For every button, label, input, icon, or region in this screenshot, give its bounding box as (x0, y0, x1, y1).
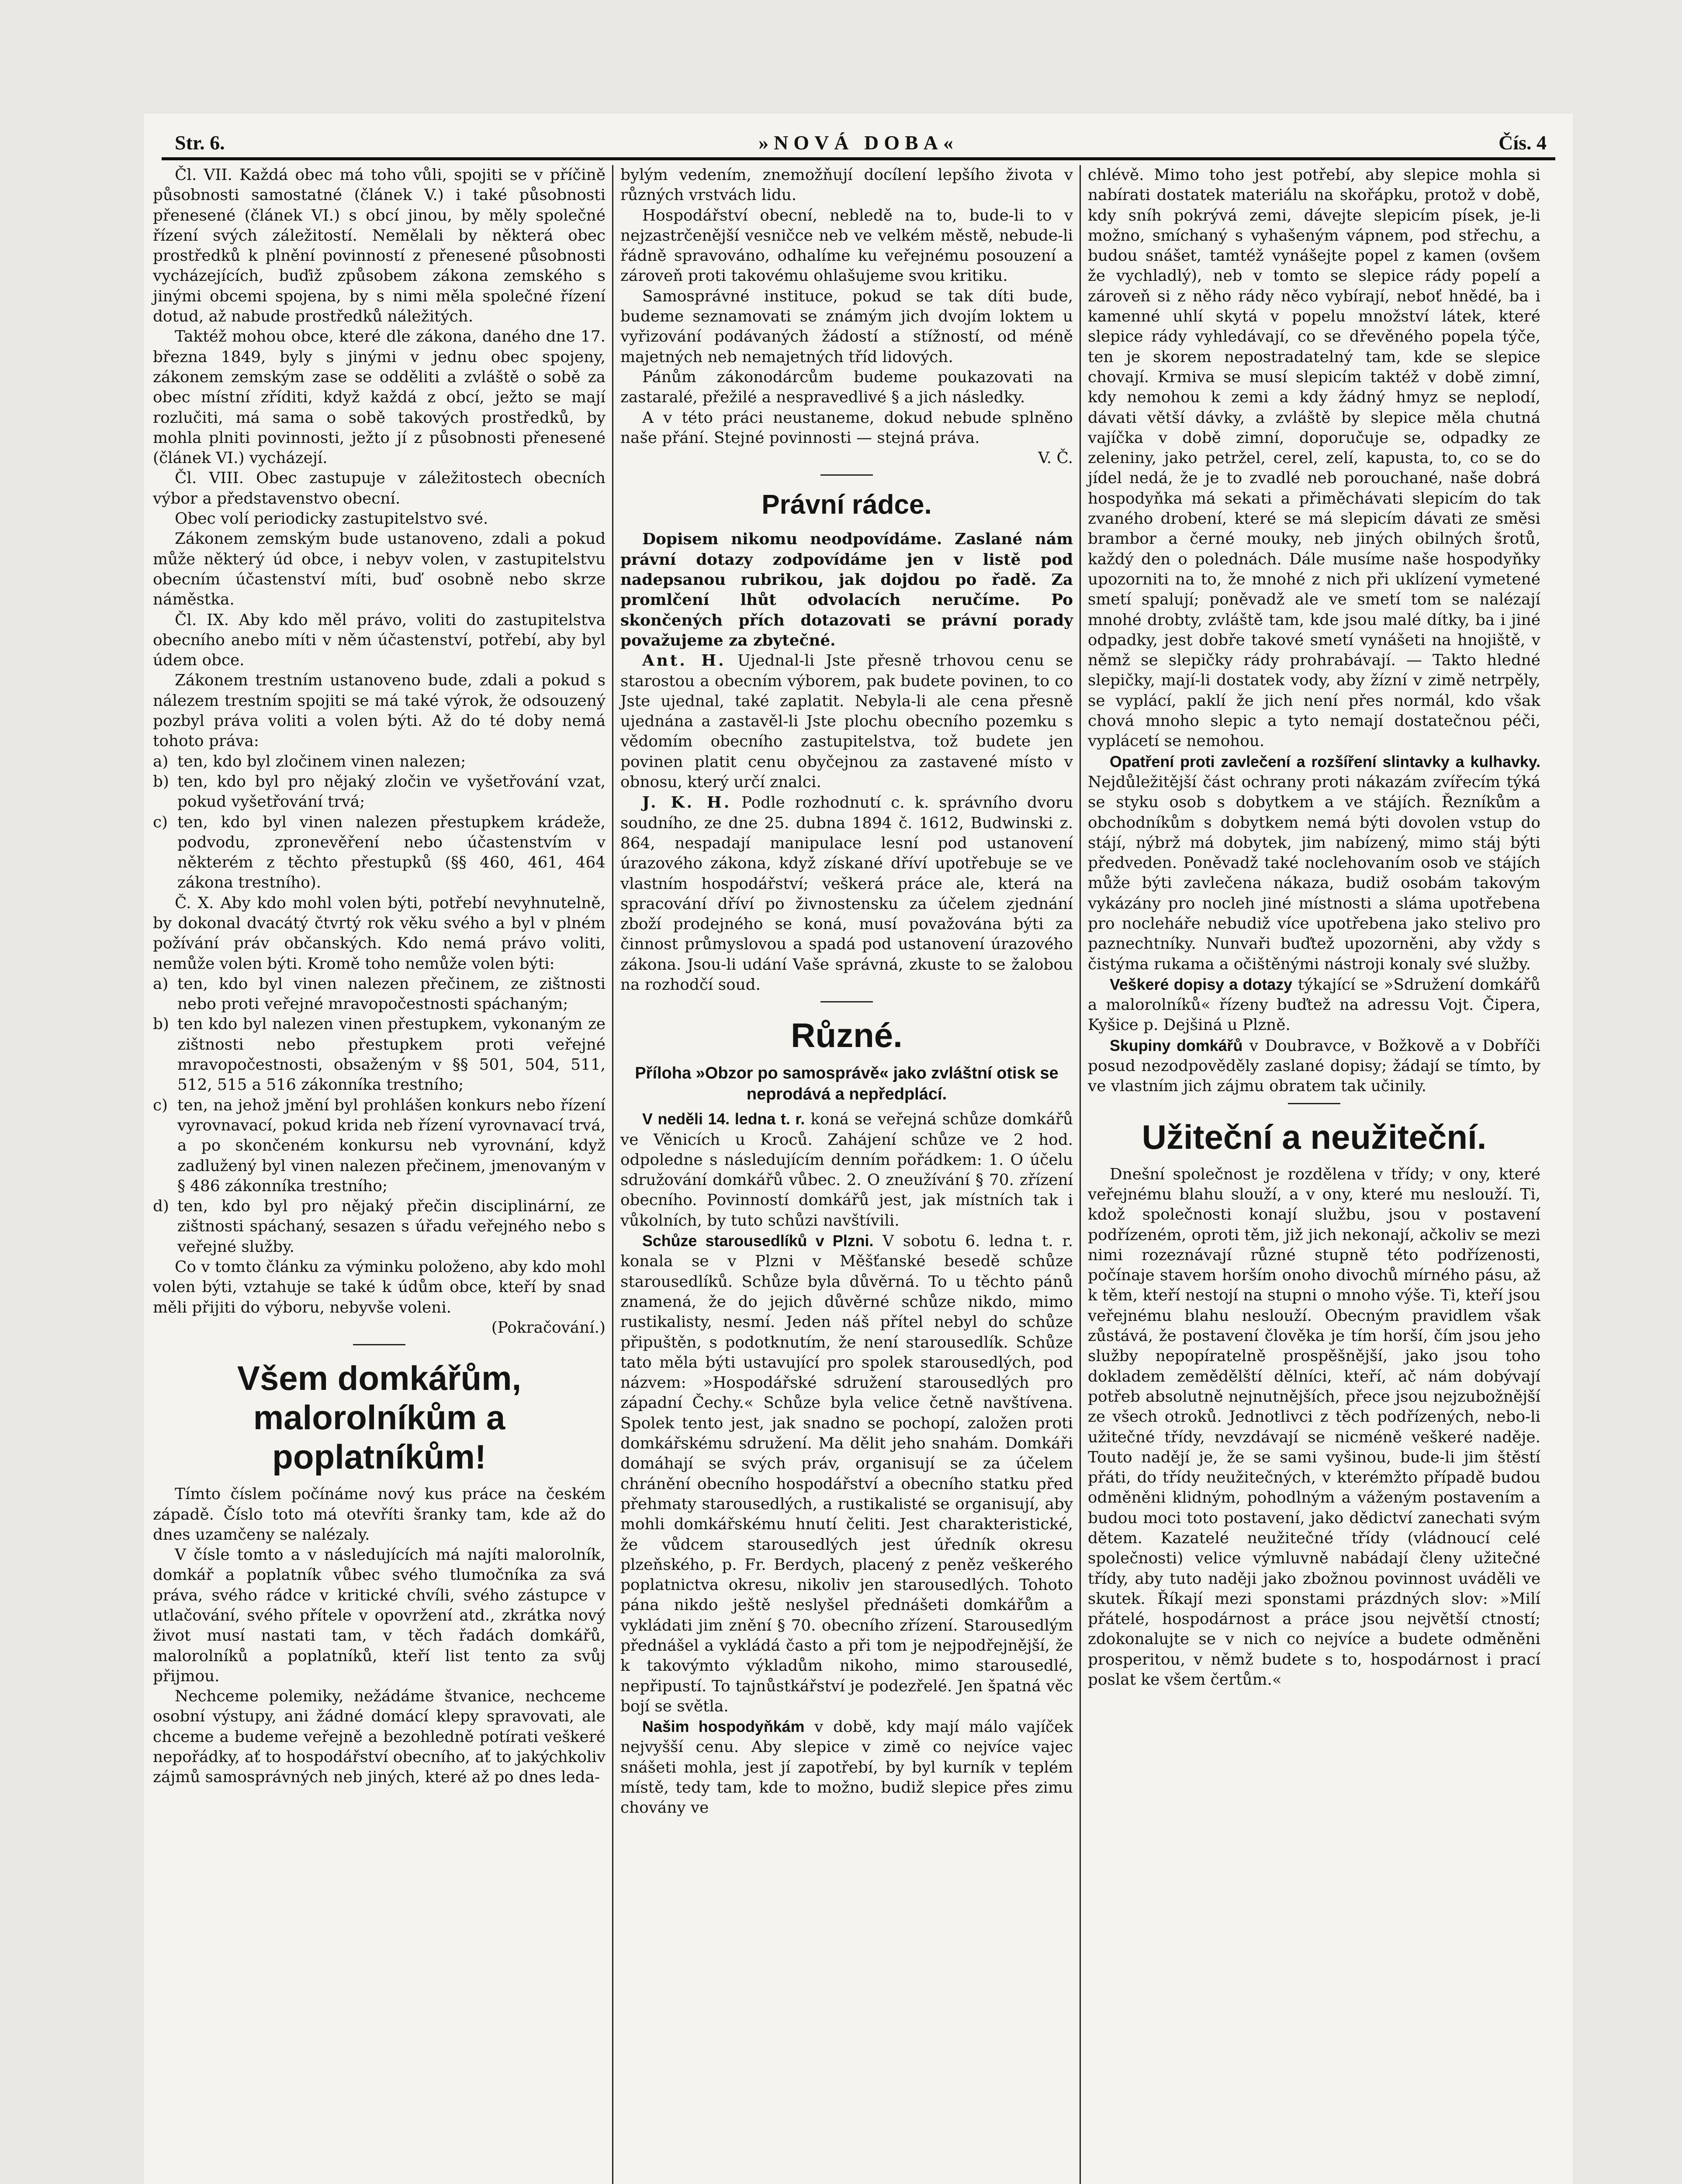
article-paragraph: bylým vedením, znemožňují docílení lepšího života v různých vrstvách lidu. (620, 166, 1073, 204)
condition-list (153, 752, 606, 893)
news-item: Našim hospodyňkám v době, kdy mají málo vajíček nejvyšší cenu. Aby slepice v zimě co nejvíce vajec snášeti mohla, jest jí zapotřebí, by byl kurník v teplém místě, tedy tam, kde to možno, budiž slepice přes zimu chovány ve (620, 1718, 1073, 1817)
article-paragraph: A v této práci neustaneme, dokud nebude splněno naše přání. Stejné povinnosti — stejná práva. (620, 408, 1073, 447)
article-paragraph: Pánům zákonodárcům budeme poukazovati na zastaralé, přežilé a nespravedlivé § a jich následky. (620, 368, 1073, 407)
section-title: Všem domkářům, malorolníkům a poplatníkům! (237, 1359, 522, 1476)
page-number: Str. 6. (175, 131, 225, 154)
article-paragraph: Obec volí periodicky zastupitelstvo své. (175, 510, 488, 528)
article-paragraph: Dnešní společnost je rozdělena v třídy; v ony, které veřejnému blahu slouží, a v ony, které mu neslouží. Ti, kdož společnosti konají službu, jsou v postavení podřízeném, oproti těm, již jich nekonají, ačkoliv se mezi nimi rozeznávají různé stupně této podřízenosti, počínaje stavem horším onoho divochů mírného pásu, až k těm, kteří nestojí na stupni o mnoho výše. Ti, kteří jsou veřejnému blahu neslouží. Obecným pravidlem však zůstává, že postavení člověka je tím horší, čím jsou jeho služby nepopíratelně prospěšnější, jako jsou toho dokladem zemědělští dělníci, kteří, ač nám dobývají potřeb absolutně nejnutnějších, přece jsou nejzubožnější ze všech otroků. Jednotlivci z těch podřízených, nebo-li užitečné třídy, nevzdávají se nicméně veškeré naděje. Touto nadějí je, že se sami vyšinou, bude-li jim štěstí přáti, do třídy neužitečných, v kterémžto případě budou odměněni klidným, pohodlným a váženým postavením a budou moci toto postavení, jako dědictví zanechati svým dětem. Kazatelé neužitečné třídy (vládnoucí celé společnosti) velice výmluvně nabádají členy užitečné třídy, aby tuto naději jako zbožnou povinnost uváděli ve skutek. Říkají mezi sponstami prázdných slov: »Milí přátelé, hospodárnost a práce jsou největší ctností; zdokonalujte se v nich co nejvíce a budete odměněni prosperitou, v němž budete s to, hospodárnost i prací poslat ke všem čertům.« (1088, 1165, 1540, 1689)
news-item: Skupiny domkářů v Doubravce, v Božkově a v Dobříči posud nezodpověděly zaslané dopisy; žádají se tímto, by ve vlastním jich zájmu obratem tak učinily. (1088, 1037, 1540, 1095)
article-paragraph: J. K. H. Podle rozhodnutí c. k. správního dvoru soudního, ze dne 25. dubna 1894 č. 1612, Budwinski z. 864, nespadají manipulace lesní pod ustanovení úrazového zákona, když získané dříví upotřebuje se ve vlastním hospodářství; veškerá práce ale, která na spracování dříví po živnostensku za účelem zjednání zboží prodejného se koná, musí považována býti za činnost průmyslovou a spadá pod ustanovení úrazového zákona. Jsou-li udání Vaše správná, zkuste to se žalobou na rozhodčí soud. (620, 793, 1073, 994)
column-divider (612, 165, 613, 2184)
article-paragraph: Nechceme polemiky, nežádáme štvanice, nechceme osobní výstupy, ani žádné domácí klepy spravovati, ale chceme a budeme veřejně a bezohledně potírati veškeré nepořádky, ať to hospodářství obecního, ať to jakýchkoliv zájmů samosprávných neb jiných, které až po dnes leda- (153, 1687, 606, 1787)
news-item: Veškeré dopisy a dotazy týkající se »Sdružení domkářů a malorolníků« řízeny buďtež na adressu Vojt. Čipera, Kyšice p. Dejšiná u Plzně. (1088, 975, 1540, 1034)
section-title: Různé. (791, 1016, 903, 1055)
article-paragraph: chlévě. Mimo toho jest potřebí, aby slepice mohla si nabírati dostatek materiálu na skořápku, protož v době, kdy sníh pokrývá zemi, dávejte slepicím písek, je-li možno, smíchaný s vyhašeným vápnem, pod střechu, a budou snášet, tamtéž vynášejte popel z kamen (ovšem že vychladlý), neb v tomto se slepice rády popelí a zároveň si z něho rády něco vybírají, neboť hnědé, ba i kamenné uhlí skytá v popelu množství látek, které slepice rády vyhledávají, co se dřevěného popela týče, ten je skorem nepostradatelný tam, kde se slepice chovají. Krmiva se musí slepicím taktéž v době zimní, kdy nemohou k zemi a kdy žádný hmyz se neplodí, dávati větší dávky, a zvláště by slepice měla chutná vajíčka v době zimní, doporučuje se, odpadky ze zeleniny, jako petržel, cerel, zelí, kapusta, to, co se do jídel nedá, že je to zvadlé neb porouchané, naše dobrá hospodyňka má sekati a přiměchávati slepicím do tak zvaného drobení, které se má slepicím dávati ze směsi brambor a černé mouky, neb jiných obilných šrotů, každý den o polednách. Dále musíme naše hospodyňky upozorniti na to, že mnohé z nich při uklízení vymetené smetí spalují; poněvadž ale ve smetí tom se nalézají mnohé drobty, zvláště tam, kde jsou malé dítky, ba i jiné odpadky, jest dobře takové smetí vynášeti na hnojiště, v němž se slepičky rády prohrabávají. — Takto hledné slepičky, mají-li dostatek vody, aby žízní v zimě netrpěly, se vyplácí, paklí že jich není přes normál, kdo však chová mnoho slepic a tyto nemají dostatečnou péči, vyplácetí se nemohou. (1088, 166, 1540, 750)
condition-list (153, 974, 606, 1257)
news-item: Schůze starousedlíků v Plzni. V sobotu 6. ledna t. r. konala se v Plzni v Měšťanské besedě schůze starousedlíků. Schůze byla důvěrná. To u těchto pánů znamená, že do jejich důvěrné schůze nikdo, mimo rustikalisty, nesmí. Jeden náš přítel nebyl do schůze připuštěn, s podotknutím, že není starousedlík. Schůze tato měla býti ustavující pro spolek starousedlých, pod názvem: »Hospodářské sdružení starousedlých pro západní Čechy.« Schůze byla velice četně navštívena. Spolek tento jest, jak snadno se pochopí, založen proti domkářskému sdružení. Ma dělit jeho snahám. Domkáři domáhají se svých práv, organisují se za účelem chránění obecního hospodářství a obecního statku před přehmaty starousedlých, a rustikalisté se organisují, aby mohli domkářskému hnutí čeliti. Jest charakteristické, že vůdcem starousedlých jest úředník okresu plzeňského, p. Fr. Berdych, placený z peněz veškerého poplatnictva okresu, nikoliv jen starousedlých. Tohoto pána nikdo ještě neslyšel přednášeti domkářům a vykládati jim znění § 70. obecního zřízení. Starousedlým přednášel a vykládá často a při tom je nejpodřejnější, že k takovýmto výkladům nikoho, mimo starousedlé, nepřipustí. To tajnůstkářství je podezřelé. Jen špatná věc bojí se světla. (620, 1232, 1073, 1715)
newspaper-page (144, 114, 1573, 2184)
continued-note: (Pokračování.) (491, 1318, 606, 1337)
column-1 (153, 165, 606, 1788)
article-paragraph: Ant. H. Ujednal-li Jste přesně trhovou cenu se starostou a obecním výborem, pak budete povinen, to co Jste ujednal, také zaplatit. Nebyla-li ale cena přesně ujednána a zastavěl-li Jste plochu obecního pozemku s vědomím obecního zastupitelstva, tož budete jen povinen platit cenu obyčejnou za zastavené místo v obnosu, který určí znalci. (620, 651, 1073, 791)
article-paragraph: Tímto číslem počínáme nový kus práce na českém západě. Číslo toto má otevříti šranky tam, kde až do dnes uzamčeny se nalézaly. (153, 1485, 606, 1544)
article-paragraph: Zákonem trestním ustanoveno bude, zdali a pokud s nálezem trestním spojiti se má také výrok, že odsouzený pozbyl práva voliti a volen býti. Až do té doby nemá tohoto práva: (153, 671, 606, 750)
newspaper-title: »NOVÁ DOBA« (758, 131, 959, 154)
separator (820, 1001, 873, 1002)
article-paragraph: Č. X. Aby kdo mohl volen býti, potřebí nevyhnutelně, by dokonal dvacátý čtvrtý rok věku svého a byl v plném požívání práv občanských. Kdo nemá právo voliti, nemůže volen býti. Kromě toho nemůže volen býti: (153, 894, 606, 973)
column-2 (620, 165, 1073, 1818)
author-signature: V. Č. (1038, 449, 1073, 467)
article-paragraph: V čísle tomto a v následujících má najíti malorolník, domkář a poplatník vůbec svého tlumočníka za svá práva, svého rádce v kritické chvíli, svého zástupce v utlačování, svého přítele v opovržení atd., zkrátka nový život musí nastati tam, v těch řadách domkářů, malorolníků a poplatníků, kteří list tento za svůj přijmou. (153, 1546, 606, 1685)
article-paragraph: Taktéž mohou obce, které dle zákona, daného dne 17. března 1849, byly s jinými v jednu obec spojeny, zákonem zemským zase se odděliti a zvláště o sobě za obec místní zříditi, když každá z obcí, ježto se mají rozlučiti, má sama o sobě takových prostředků, by mohla plniti povinnosti, ježto jí z působnosti přenesené (článek VI.) vycházejí. (153, 328, 606, 467)
page-header (144, 122, 1573, 162)
list-item: b) ten, kdo byl pro nějaký zločin ve vyšetřování vzat, pokud vyšetřování trvá; (153, 772, 606, 811)
list-item: d) ten, kdo byl pro nějaký přečin disciplinární, ze zištnosti spáchaný, sesazen s úřadu veřejného nebo s veřejné služby. (153, 1197, 606, 1256)
column-divider (1080, 165, 1081, 2184)
section-title: Užiteční a neužiteční. (1142, 1117, 1487, 1156)
article-paragraph: Čl. VIII. Obec zastupuje v záležitostech obecních výbor a představenstvo obecní. (153, 469, 606, 508)
list-item: c) ten, na jehož jmění byl prohlášen konkurs nebo řízení vyrovnavací, pokud krida neb řízení vyrovnavací trvá, a po skončeném konkursu neb vyrovnání, když zadlužený byl vinen nalezen přečinem, jmenovaným v § 486 zákonníka trestního; (153, 1096, 606, 1195)
article-paragraph: Co v tomto článku za výminku položeno, aby kdo mohl volen býti, vztahuje se také k údům obce, kteří by snad měli přijiti do výboru, nebyvše voleni. (153, 1258, 606, 1317)
news-item: V neděli 14. ledna t. r. koná se veřejná schůze domkářů ve Věnicích u Kroců. Zahájení schůze ve 2 hod. odpoledne s následujícím denním pořádkem: 1. O účelu sdružování domkářů vůbec. 2. O zneužívání § 70. zřízení obecního. Povinností domkářů jest, jak místních tak i vůkolních, by tuto schůzi navštívili. (620, 1110, 1073, 1230)
article-paragraph: Hospodářství obecní, nebledě na to, bude-li to v nejzastrčenější vesničce neb ve velkém městě, nebude-li řádně spravováno, odhalíme ku veřejnému posouzení a zároveň proti takovému ohlašujeme svou kritiku. (620, 206, 1073, 285)
supplement-notice: Příloha »Obzor po samosprávě« jako zvláštní otisk se neprodává a nepředplácí. (635, 1064, 1059, 1104)
article-paragraph: Zákonem zemským bude ustanoveno, zdali a pokud může některý úd obce, i nebyv volen, v zastupitelstvu obecním účastenství míti, buď osobně nebo skrze náměstka. (153, 530, 606, 609)
article-paragraph: Čl. IX. Aby kdo měl právo, voliti do zastupitelstva obecního anebo míti v něm účastenství, potřebí, aby byl údem obce. (153, 611, 606, 670)
separator (1288, 1103, 1340, 1104)
column-3 (1088, 165, 1540, 1690)
list-item: a) ten, kdo byl zločinem vinen nalezen; (153, 752, 466, 771)
news-item: Opatření proti zavlečení a rozšíření slintavky a kulhavky. Nejdůležitější část ochrany proti nákazám zvířecím týká se styku osob s dobytkem a ve stájích. Řezníkům a obchodníkům s dobytkem nemá býti dovolen vstup do stájí, nýbrž má dobytek, jim nabízený, mimo stáj býti předveden. Poněvadž také noclehovaním osob ve stájích může býti zavlečena nákaza, budiž osobám takovým vykázány pro nocleh jiné místnosti a sláma upotřebena pro nocleháře nebudiž více upotřebena jako stelivo pro paznechtníky. Nunvaři buďtež upozorněni, aby vždy s čistýma rukama a očištěnými nástroji konaly své služby. (1088, 753, 1540, 973)
article-paragraph: Čl. VII. Každá obec má toho vůli, spojiti se v příčině působnosti samostatné (článek V.) i také působnosti přenesené (článek VI.) s obcí jinou, by měly společné řízení svých záležitostí. Nemělali by některá obec prostředků k plnění povinností z přenesené působnosti vycházejících, buďiž způsobem zákona zemského s jinými obcemi spojena, by s nimi měla společné řízení dotud, až nabude prostředků náležitých. (153, 166, 606, 326)
list-item: a) ten, kdo byl vinen nalezen přečinem, ze zištnosti nebo proti veřejné mravopočestnosti spáchaným; (153, 975, 606, 1013)
separator (820, 474, 873, 476)
separator (353, 1344, 405, 1345)
list-item: b) ten kdo byl nalezen vinen přestupkem, vykonaným ze zištnosti nebo přestupkem proti veřejné mravopočestnosti, obsaženým v §§ 501, 504, 511, 512, 515 a 516 zákonníka trestního; (153, 1015, 606, 1094)
list-item: c) ten, kdo byl vinen nalezen přestupkem krádeže, podvodu, zpronevěření nebo účastenstvím v některém z těchto přestupků (§§ 460, 461, 464 zákona trestního). (153, 813, 606, 892)
header-rule (162, 157, 1555, 160)
section-title: Právní rádce. (761, 490, 932, 520)
article-paragraph: Samosprávné instituce, pokud se tak díti bude, budeme seznamovati se známým jich dvojím loktem u vyřizování podávaných žádostí a stížností, od méně majetných neb nemajetných tříd lidových. (620, 287, 1073, 366)
issue-number: Čís. 4 (1499, 131, 1547, 154)
editorial-notice: Dopisem nikomu neodpovídáme. Zaslané nám právní dotazy zodpovídáme jen v listě pod nadepsanou rubrikou, jak dojdou po řadě. Za promlčení lhůt odvolacích neručíme. Po skončených přích dotazovati se právní porady považujeme za zbytečné. (620, 530, 1073, 650)
